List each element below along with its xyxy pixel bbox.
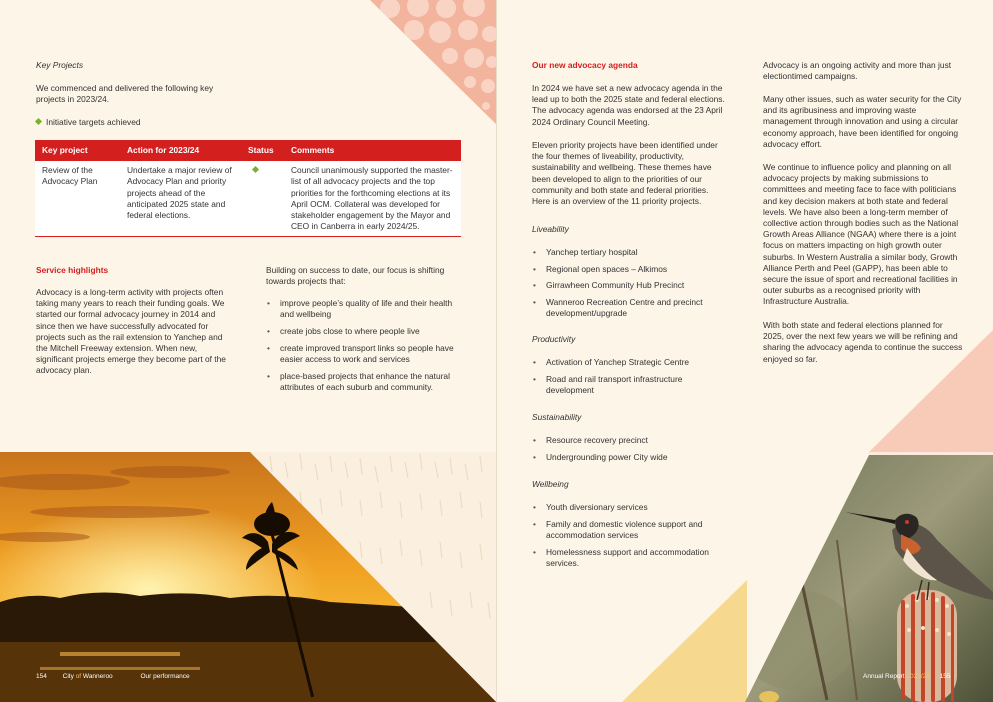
- footer-report: Annual Report: [863, 673, 905, 680]
- achieved-diamond-icon: [35, 118, 42, 125]
- service-highlights-heading: Service highlights: [36, 265, 109, 275]
- key-projects-label: Key Projects: [36, 60, 84, 70]
- list-item: • Resource recovery precinct: [532, 435, 732, 446]
- service-paragraph: Advocacy is a long-term activity with projects often taking many years to reach their funding goals. We started our formal advocacy journey in 2014 and since then we have successfully advocated for projects such as the rail extension to Yanchep and the Mitchell Freeway extension. When new, significant projects emerge they become part of the advocacy plan.: [36, 287, 226, 376]
- agenda-paragraph-1: In 2024 we have set a new advocacy agenda in the lead up to both the 2025 state and federal elections. The advocacy agenda was endorsed at the 23 April 2024 Ordinary Council Meeting.: [532, 83, 725, 127]
- list-item: • Road and rail transport infrastructure development: [532, 374, 702, 396]
- cell-status: [241, 161, 284, 237]
- list-item: • Yanchep tertiary hospital: [532, 247, 732, 258]
- col2-paragraph-4: With both state and federal elections planned for 2025, over the next few years we will be refining and sharing the advocacy agenda to continue the success enjoyed so far.: [763, 320, 963, 364]
- list-item: • Youth diversionary services: [532, 502, 732, 513]
- focus-list: [266, 298, 466, 398]
- header-action: Action for 2023/24: [120, 140, 241, 161]
- footer-section: Our performance: [140, 673, 190, 680]
- list-item: • Activation of Yanchep Strategic Centre: [532, 357, 702, 368]
- footer-of: of: [75, 673, 82, 680]
- legend-label: Initiative targets achieved: [46, 117, 141, 127]
- col2-paragraph-1: Advocacy is an ongoing activity and more than just electiontimed campaigns.: [763, 60, 952, 82]
- list-item: • Family and domestic violence support and accommodation services: [532, 519, 732, 541]
- achieved-diamond-icon: [252, 166, 259, 173]
- list-item: • create improved transport links so people have easier access to work and services: [266, 343, 466, 365]
- col2-paragraph-2: Many other issues, such as water security for the City and its agribusiness and improving waste management through innovation and using a circular economy approach, have been identified for ongoing advocacy effort.: [763, 94, 962, 149]
- key-projects-table: [35, 140, 461, 237]
- footer-wanneroo: Wanneroo: [82, 673, 113, 680]
- sunset-photo: [0, 452, 496, 702]
- theme-title-productivity: Productivity: [532, 334, 576, 344]
- footer-city: City: [62, 673, 74, 680]
- liveability-list: [532, 247, 732, 325]
- dot-pattern-triangle: [370, 0, 496, 125]
- list-item: • create jobs close to where people live: [266, 326, 466, 337]
- right-page: [497, 0, 993, 702]
- agenda-paragraph-2: Eleven priority projects have been identified under the four themes of liveability, productivity, sustainability and wellbeing. These themes have been developed to align to the priorities of our community and both state and federal priorities. Here is an overview of the 11 priority projects.: [532, 140, 718, 207]
- header-comments: Comments: [284, 140, 461, 161]
- theme-title-sustainability: Sustainability: [532, 412, 582, 422]
- page-number: 154: [36, 673, 47, 680]
- legend: [36, 117, 141, 128]
- list-item: • Undergrounding power City wide: [532, 452, 732, 463]
- right-footer: [863, 673, 951, 680]
- footer-year: 2023/24: [906, 673, 930, 680]
- left-page: [0, 0, 496, 702]
- header-key-project: Key project: [35, 140, 120, 161]
- sustainability-list: [532, 435, 732, 468]
- productivity-list: [532, 357, 702, 402]
- left-footer: [36, 673, 190, 680]
- theme-title-wellbeing: Wellbeing: [532, 479, 569, 489]
- building-paragraph: Building on success to date, our focus is shifting towards projects that:: [266, 265, 445, 287]
- cell-project: Review of the Advocacy Plan: [35, 161, 120, 237]
- list-item: • Regional open spaces – Alkimos: [532, 264, 732, 275]
- list-item: • place-based projects that enhance the natural attributes of each suburb and community.: [266, 371, 466, 393]
- intro-text: We commenced and delivered the following key projects in 2023/24.: [36, 83, 214, 105]
- wellbeing-list: [532, 502, 732, 575]
- cell-comments: Council unanimously supported the master-list of all advocacy projects and the top priorities for the forthcoming elections at its April OCM. Collateral was developed for stakeholder engagement by the Mayor and CEO in Canberra in early 2024/25.: [284, 161, 461, 237]
- list-item: • Girrawheen Community Hub Precinct: [532, 280, 732, 291]
- list-item: • Homelessness support and accommodation services.: [532, 547, 732, 569]
- bird-photo: [737, 455, 993, 702]
- cell-action: Undertake a major review of Advocacy Plan and priority projects ahead of the anticipated 2025 state and federal elections.: [120, 161, 241, 237]
- agenda-heading: Our new advocacy agenda: [532, 60, 638, 70]
- table-row: [35, 161, 461, 237]
- list-item: • Wanneroo Recreation Centre and precinct development/upgrade: [532, 297, 732, 319]
- page-number: 155: [939, 673, 951, 680]
- theme-title-liveability: Liveability: [532, 224, 569, 234]
- header-status: Status: [241, 140, 284, 161]
- list-item: • improve people’s quality of life and their health and wellbeing: [266, 298, 466, 320]
- col2-paragraph-3: We continue to influence policy and planning on all advocacy projects by making submissions to committees and meeting face to face with politicians and key decision makers at both state and federal levels. We have also been a long-term member of collective action through bodies such as the National Growth Areas Alliance (NGAA) where there is a joint focus on matters impacting on high growth outer suburbs. In Western Australia a similar body, Growth Alliance Perth and Peel (GAPP), has been able to secure the issue of sport and recreational facilities in outer suburbs as a recognised priority with Infrastructure Australia.: [763, 162, 959, 307]
